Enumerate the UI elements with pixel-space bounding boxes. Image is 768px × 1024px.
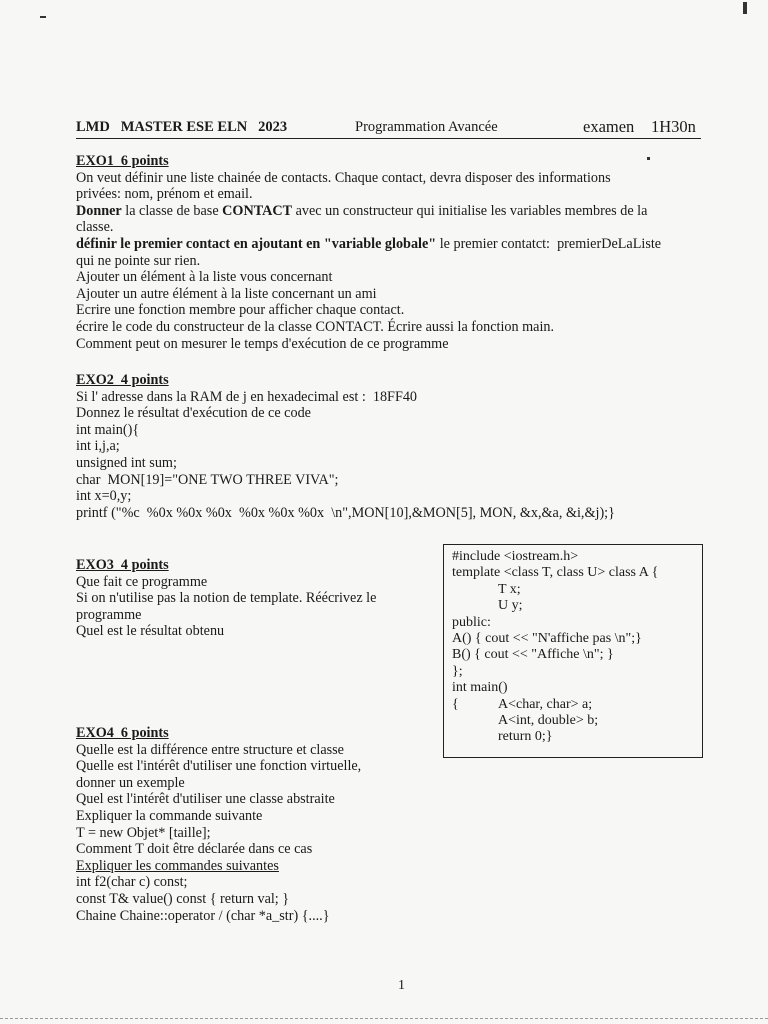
exo1-line	[76, 236, 661, 253]
exo1-line: On veut définir une liste chainée de contacts. Chaque contact, devra disposer des informations	[76, 169, 611, 186]
exo4-line: const T& value() const { return val; }	[76, 890, 290, 907]
code-line	[452, 697, 702, 713]
exo1-line	[76, 203, 661, 220]
exo4-line: donner un exemple	[76, 774, 185, 791]
page-number: 1	[398, 978, 405, 993]
code-line: #include <iostream.h>	[452, 549, 579, 564]
header-duration: 1H30n	[651, 117, 696, 137]
exo1-line: privées: nom, prénom et email.	[76, 186, 253, 203]
scan-edge	[0, 1018, 768, 1019]
exo1-text: la classe de base	[121, 202, 223, 219]
exo2-line: int x=0,y;	[76, 488, 132, 505]
exo1-section	[76, 153, 661, 352]
exo2-line: printf ("%c %0x %0x %0x %0x %0x %0x \n",MON[10],&MON[5], MON, &x,&a, &i,&j);}	[76, 504, 615, 521]
header-program: LMD MASTER ESE ELN 2023	[76, 119, 288, 136]
exo2-title: EXO2 4 points	[76, 372, 169, 388]
scan-mark	[647, 157, 650, 160]
code-line: A() { cout << "N'affiche pas \n";}	[452, 631, 642, 647]
exo4-line: int f2(char c) const;	[76, 874, 188, 891]
exo1-text: avec un constructeur qui initialise les variables membres de la	[292, 202, 648, 219]
code-line: int main()	[452, 680, 508, 696]
code-line: return 0;}	[498, 729, 553, 745]
exo2-line: char MON[19]="ONE TWO THREE VIVA";	[76, 471, 339, 488]
exo4-section	[76, 725, 361, 924]
exo2-section	[76, 372, 615, 521]
code-line: A<int, double> b;	[498, 713, 599, 729]
code-line: template <class T, class U> class A {	[452, 565, 659, 581]
exo4-line: Quelle est l'intérêt d'utiliser une fonction virtuelle,	[76, 758, 362, 775]
exo4-line: Comment T doit être déclarée dans ce cas	[76, 841, 313, 858]
exo3-line: Que fait ce programme	[76, 573, 208, 590]
exo1-line: qui ne pointe sur rien.	[76, 252, 201, 269]
exo1-text: le premier contatct: premierDeLaListe	[436, 235, 662, 252]
exo1-contact: CONTACT	[222, 202, 293, 219]
exo3-title: EXO3 4 points	[76, 557, 169, 573]
exo1-line: Ecrire une fonction membre pour afficher chaque contact.	[76, 302, 405, 319]
exo3-line: Quel est le résultat obtenu	[76, 623, 225, 640]
code-box	[443, 544, 703, 758]
scan-mark	[40, 16, 46, 18]
exo4-line: Chaine Chaine::operator / (char *a_str) {....}	[76, 907, 330, 924]
code-line: T x;	[498, 581, 521, 597]
exo2-line: unsigned int sum;	[76, 454, 177, 471]
code-text: A<char, char> a;	[498, 696, 593, 712]
code-line: public:	[452, 614, 491, 630]
exo3-line: Si on n'utilise pas la notion de template. Réécrivez le	[76, 590, 377, 607]
exo4-title: EXO4 6 points	[76, 725, 169, 741]
exo1-line: Comment peut on mesurer le temps d'exécution de ce programme	[76, 335, 449, 352]
exo2-line: int main(){	[76, 421, 140, 438]
exo4-line: Quelle est la différence entre structure et classe	[76, 741, 344, 758]
exo4-line: Expliquer la commande suivante	[76, 807, 263, 824]
exo1-donner: Donner	[76, 202, 122, 219]
header-course: Programmation Avancée	[355, 119, 498, 136]
exo2-line: Donnez le résultat d'exécution de ce code	[76, 405, 311, 422]
exo3-line: programme	[76, 606, 142, 623]
code-line: B() { cout << "Affiche \n"; }	[452, 647, 614, 663]
scan-mark	[743, 2, 747, 14]
exo1-line: classe.	[76, 219, 114, 236]
exo2-line: Si l' adresse dans la RAM de j en hexadecimal est : 18FF40	[76, 388, 418, 405]
exo3-section	[76, 557, 376, 640]
code-line: };	[452, 663, 463, 679]
exo1-line: écrire le code du constructeur de la classe CONTACT. Écrire aussi la fonction main.	[76, 318, 555, 335]
exo1-title: EXO1 6 points	[76, 153, 169, 169]
exo2-line: int i,j,a;	[76, 438, 120, 455]
exam-header	[76, 116, 701, 139]
exo4-line: Quel est l'intérêt d'utiliser une classe abstraite	[76, 791, 335, 808]
header-exam: examen	[583, 117, 635, 137]
exo1-line: Ajouter un élément à la liste vous concernant	[76, 269, 333, 286]
exo1-line: Ajouter un autre élément à la liste concernant un ami	[76, 285, 377, 302]
exo4-line: T = new Objet* [taille];	[76, 824, 211, 841]
code-line: U y;	[498, 598, 523, 614]
code-brace: {	[452, 696, 459, 712]
exo4-line: Expliquer les commandes suivantes	[76, 857, 279, 874]
exo1-bold-text: définir le premier contact en ajoutant en "variable globale"	[76, 235, 437, 252]
